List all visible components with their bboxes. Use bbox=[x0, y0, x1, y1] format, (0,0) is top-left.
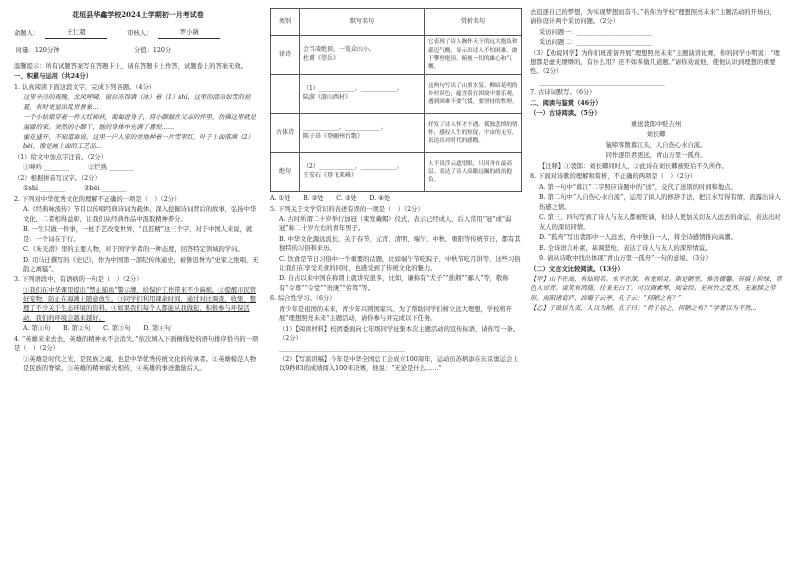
question-text: ________________________________________ bbox=[279, 345, 405, 353]
appreciation-cell: 抒发了诗人怀才不遇、孤独悲愤的情怀，感叹人生的短促，宇宙的无穷，表达出对时代的感慨。 bbox=[425, 114, 522, 153]
table-row bbox=[271, 36, 522, 75]
question-text: A. 古时所谓二十岁举行加冠（束发戴帽）仪式，表示已经成人，后人常用“冠”或“弱冠”称二十岁左右的青年男子。 bbox=[279, 216, 512, 233]
question-text: C.《朱光潜》里的主要人物，对于国学学者的一种态度，回答特定领域的学问。 bbox=[23, 246, 244, 254]
question-text: A. 第①句 B. 第②句 C. 第③句 D. 第④句 bbox=[23, 325, 171, 333]
question-text: 【甲】山不在高，有仙则名。水不在深，有龙则灵。斯是陋室，惟吾德馨。苔痕上阶绿，草色入帘青。谈笑有鸿儒，往来无白丁。可以调素琴，阅金经。无丝竹之乱耳，无案牍之劳形。南阳诸葛庐，西蜀子云亭。孔子云：“何陋之有？” bbox=[530, 276, 782, 302]
quote-cell: ____________，____________。 陈子昂《登幽州台歌》 bbox=[300, 114, 425, 153]
category-cell: 绝句 bbox=[271, 153, 300, 192]
question-text: A.《经典咏流传》节目以传唱经典诗词为载体，深入挖掘诗词背后的故事，弘扬中华文化，二者相得益彰，让我们从经典作品中汲取精神养分。 bbox=[23, 206, 257, 223]
question-text: ①英雄是时代之光，是民族之魂，也是中华优秀传统文化的传承者。②英雄模范人物是民族的脊梁。③英雄的精神薪火相传，④英雄的事迹激励后人。 bbox=[23, 355, 256, 372]
category-cell bbox=[271, 75, 300, 114]
left-column bbox=[14, 8, 262, 374]
table-row bbox=[271, 75, 522, 114]
question-text: （一）古诗阅读。（5分） bbox=[530, 110, 601, 118]
setter-label: 命题人： bbox=[14, 30, 40, 38]
answer-options: A. ①处 B. ②处 C. ③处 D. ④处 bbox=[270, 195, 391, 202]
question-text: （二）文言文比较阅读。（13分） bbox=[530, 265, 624, 273]
question-text: 采访问题二：________________________ bbox=[539, 39, 653, 47]
exam-tip: 温馨提示：所有试题答案写在答题卡上，请在答题卡上作答，试题卷上的答案无效。 bbox=[14, 62, 247, 70]
question-text: B. 中华文化源远流长，关于春节、元宵、清明、端午、中秋、重阳等传统节日，都有其独特的习俗和来历。 bbox=[279, 235, 521, 253]
right-column bbox=[530, 8, 782, 315]
question-text: 9. 请从诗歌中找出体现“青山万里一孤舟”一句的意境。（3分） bbox=[539, 255, 712, 263]
question-text: 同作逐臣君更远，青山万里一孤舟。 bbox=[605, 152, 707, 160]
question-text: 1. 认真阅读下面这段文字，完成下列各题。（4分） bbox=[14, 83, 156, 91]
time-score-row bbox=[14, 46, 262, 55]
question-text: 这里辛冷的夜晚，北风呼啸，窗台冻得满（冰）着（1）shí，这里的清凉如雪的初夏，有时更显出乱世景象… bbox=[23, 94, 251, 111]
appreciation-cell: 人不畏浮云遮望眼，只因身在最高层。表达了诗人高瞻远瞩的政治抱负。 bbox=[425, 153, 522, 192]
setter-row bbox=[14, 28, 262, 38]
question-text: （2）【写演讲稿】今年是中华全国总工会成立100周年，运动员苏炳添在东京奥运会上以9秒83的成绩闯入100米决赛，他说：“无论是什么……” bbox=[279, 355, 519, 373]
appreciation-cell: 这两句写出了山重水复、柳暗花明的乡村景色，蕴含着在困境中要乐观，遇到困难不要气馁，要坚持的哲理。 bbox=[425, 75, 522, 114]
question-text: 【乙】子欲居九夷，人以为陋。孔子曰：“君子居之，何陋之有？”学者以为不然… bbox=[530, 305, 757, 313]
question-text: ①呻吟 ________ ②烂熟 ________ bbox=[23, 164, 135, 172]
appreciation-cell: 它表现了诗人胸怀天下的远大抱负和豪迈气概，显示出诗人不怕困难、敢于攀登绝顶、俯视一切的雄心和气概。 bbox=[425, 36, 522, 75]
question-text: 刘长卿 bbox=[646, 131, 666, 139]
question-text: 去追逐自己的梦想，为实现梦想而奋斗。”若你为学校“理想照亮未来”主题活动的开场白，请你设计两个采访问题。（2分） bbox=[530, 9, 776, 26]
question-text: B. 一生只做一件事，一桩手艺改变世界，“良匠精”这三个字，对于中国人来说，就是：一个词在于行。 bbox=[23, 226, 253, 243]
question-text: 8. 下面对诗歌的理解和赏析，不正确的两项是（ ）（2分） bbox=[530, 173, 697, 181]
table-header: 类别 bbox=[271, 9, 300, 36]
table-header: 默写名句 bbox=[300, 9, 425, 36]
question-text: 蜜花盛开，不知道谁说，这里一户人家的旁地种着一片雪里红，叶子上面落满（2）bèi，像是画上面的工艺品… bbox=[23, 134, 254, 151]
question-text: 猿啼客散暮江头，人自伤心水自流。 bbox=[605, 141, 707, 149]
setter-name: 王仁超 bbox=[45, 28, 107, 38]
quote-cell: （2）____________，____________。 王安石《登飞来峰》 bbox=[300, 153, 425, 192]
question-text: ①我们在中华课里提出“禁止捕鱼”警示牌，给保护工作带来不少麻烦。②提醒市民管好宠物，防止在海滩上随意放生。③同学们利用课余时间，通过对比调查，收集、整理了不少关于生态环境的资料。④如果我们每个人都能从我做起，积极参与环保活动，我们的环境会越来越好。 bbox=[23, 286, 257, 322]
exam-time: 时量：120分钟 bbox=[16, 46, 60, 54]
question-text: ①shí ________ ②bèi ________ bbox=[23, 185, 127, 193]
quote-cell: （1）____________，____________。 陆游《游山西村》 bbox=[300, 75, 425, 114]
question-text: （1）给文中加点字注音。（2分） bbox=[14, 153, 108, 161]
question-text: A. 第一句中“暮江”二字照应诗题中的“送”，交代了送别的时间和地点。 bbox=[539, 183, 737, 191]
question-text: 7. 古诗词默写。（6分） bbox=[530, 89, 596, 97]
question-text: 一个小姑娘穿着一件大红棉袄，匍匐进身子，将小脚揣在父亲的怀里，仿佛这里就是温暖的家。突然的小脚丫，她的身体中充满了喜悦…… bbox=[23, 114, 256, 131]
question-text: （2）根据拼音写汉字。（2分） bbox=[14, 174, 101, 182]
exam-score: 分值：120分 bbox=[134, 46, 172, 54]
exam-title: 花垣县华鑫学校2024上学期初一月考试卷 bbox=[72, 10, 204, 19]
middle-column bbox=[270, 8, 522, 375]
question-text: 6. 综合性学习。（6分） bbox=[270, 295, 336, 303]
question-text: 青少年是祖国的未来，青少年兴则国家兴。为了帮助同学们树立远大理想，学校将开展“理想照亮未来”主题活动，请你参与并完成以下任务。 bbox=[279, 305, 512, 323]
reviewer-name: 罗小薇 bbox=[158, 28, 220, 38]
question-text: D. “孤舟”写出裴郎中一人远去，舟中独自一人，将全诗感情推向高潮。 bbox=[539, 234, 737, 242]
question-text: ________________________________________ bbox=[539, 78, 665, 86]
reviewer-label: 审核人： bbox=[127, 30, 153, 38]
question-text: 重送裴郎中贬吉州 bbox=[630, 120, 682, 128]
question-text: 一、积累与运用（共24分） bbox=[14, 73, 93, 81]
question-text: D. 自古以来中国在称谓上就讲究很多，比如，谦称有“犬子”“拙荆”“鄙人”等，敬称有“令尊”“令堂”“贵庚”“劳驾”等。 bbox=[279, 275, 509, 292]
table-row bbox=[271, 153, 522, 192]
quote-cell: 会当凌绝顶，一览众山小。 杜甫《望岳》 bbox=[300, 36, 425, 75]
table-row bbox=[271, 114, 522, 153]
question-text: （3）【劝说同学】为你们班准备开展“理想照亮未来”主题演讲比赛，你的同学小明说：“理想都是虚无缥缈的，有什么用？还不如多做几道题。”请你劝说他，使他认识到理想的重要性。（2分） bbox=[530, 49, 780, 76]
question-text: （1）【阅读材料】校团委面向七年级同学征集本次主题活动的宣传标语，请你写一条。（2分） bbox=[279, 325, 520, 342]
question-text: E. 全诗语言朴素，基调悲怆，表达了诗人与友人的深厚情谊。 bbox=[539, 244, 712, 252]
question-text: B. 第二句中“人自伤心水自流”，运用了拟人的修辞手法，把江水写得有情，流露出诗人伤感之情。 bbox=[539, 194, 781, 211]
middle-column-content bbox=[270, 205, 522, 374]
left-column-content bbox=[14, 72, 262, 373]
category-cell: 古体诗 bbox=[271, 114, 300, 153]
question-text: 2. 下列对中华优秀文化的理解不正确的一项是（ ）（2分） bbox=[14, 195, 181, 203]
question-text: 【注释】①裴郎：刘长卿同时人，②此诗在刘长卿被贬后不久所作。 bbox=[539, 162, 728, 170]
question-text: 5. 下列关于文学常识的表述有误的一项是（ ）（2分） bbox=[270, 205, 424, 213]
question-text: 二、阅读与鉴赏（46分） bbox=[530, 99, 602, 107]
question-text: D. 司马迁撰写的《史记》，作为中国第一部纪传体通史，被鲁迅誉为“史家之绝唱，无韵之离骚”。 bbox=[23, 256, 259, 273]
table-header: 赏析名句 bbox=[425, 9, 522, 36]
question-text: C. 饮食是节日习俗中一个重要的话题，比如端午节吃粽子，中秋节吃月饼等，这些习俗让我们在享受美食的同时，也感受到了传统文化的魅力。 bbox=[279, 255, 521, 272]
question-text: C. 第三、四句写到了诗人与友人都被贬谪，但诗人更加关切友人远去的命运，表达出对友人的深切同情。 bbox=[539, 214, 781, 231]
question-text: 4. “英雄来来去去，英雄的精神永不会消失。”依次填入下面横线处的语句排序恰当的一项是（ ）（2分） bbox=[14, 335, 259, 353]
category-cell: 律诗 bbox=[271, 36, 300, 75]
right-column-content bbox=[530, 8, 782, 314]
question-text: 采访问题一：________________________ bbox=[539, 28, 653, 36]
question-text: 3. 下列语段中，有语病的一句是（ ）（2分） bbox=[14, 276, 143, 284]
poem-table bbox=[270, 8, 522, 192]
